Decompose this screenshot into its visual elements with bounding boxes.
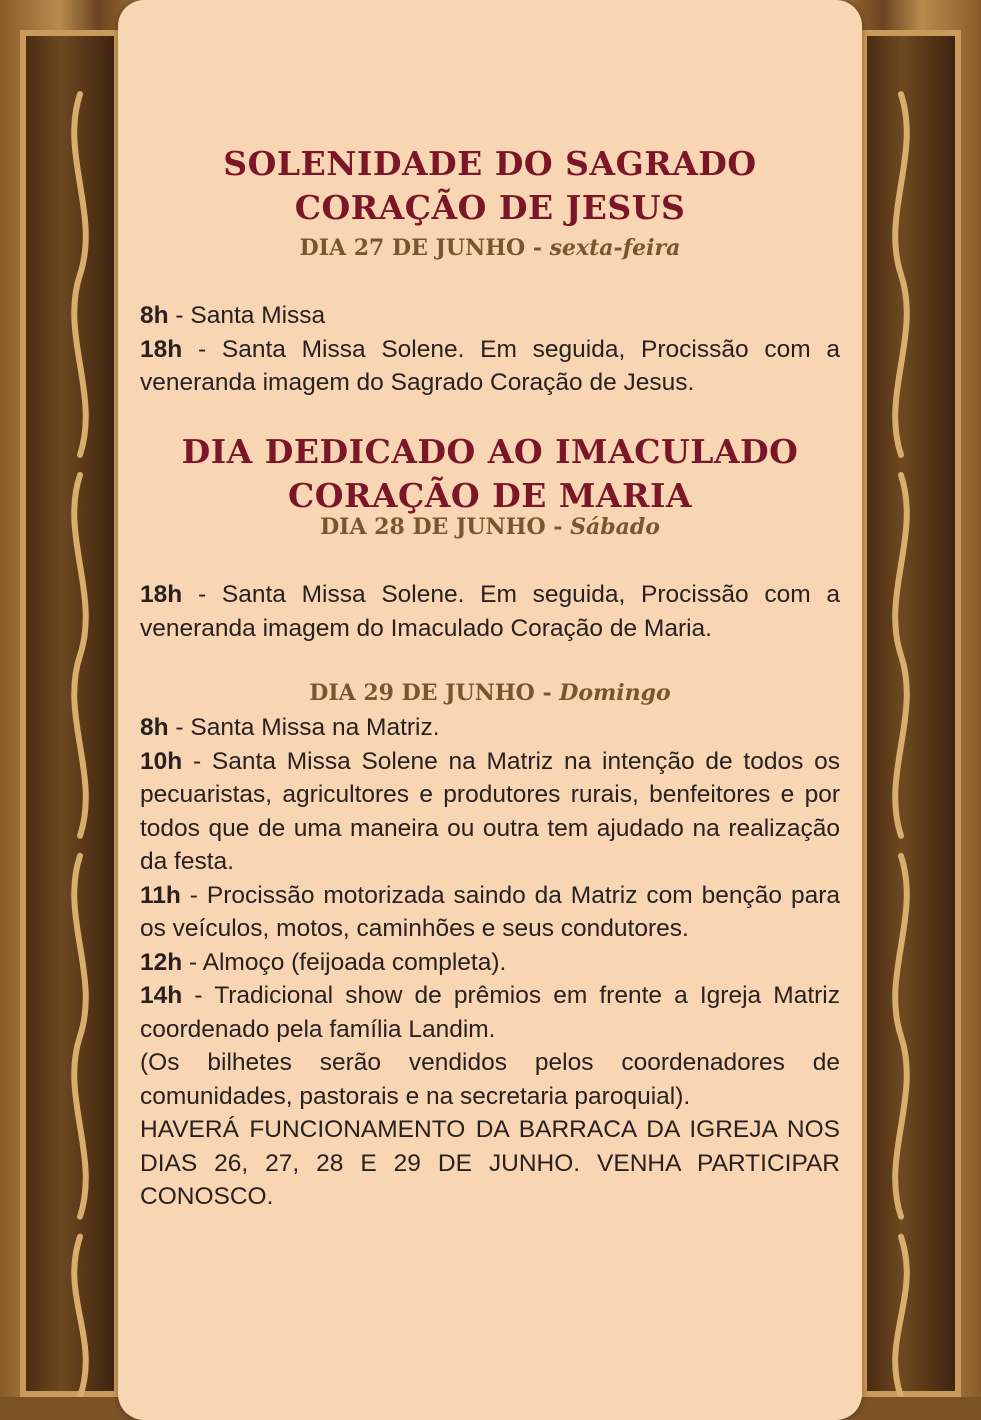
item-time: 11h (140, 881, 181, 909)
list-item: 8h - Santa Missa na Matriz. (140, 714, 440, 741)
list-item: 18h - Santa Missa Solene. Em seguida, Procissão com a veneranda imagem do Imaculado Coração de Maria. (140, 581, 840, 642)
item-time: 8h (140, 302, 169, 329)
item-time: 10h (140, 747, 183, 775)
item-time: 18h (140, 581, 183, 608)
section3-date: DIA 29 DE JUNHO - Domingo (309, 680, 671, 706)
item-text: Santa Missa Solene na Matriz na intenção de todos os pecuaristas, agricultores e produtores rurais, benfeitores e por todos que de uma maneira ou outra tem ajudado na realização da festa. (140, 747, 840, 875)
section2-schedule (140, 578, 840, 645)
section1-date: DIA 27 DE JUNHO - sexta-feira (299, 235, 681, 261)
section1-date-text: DIA 27 DE JUNHO (299, 235, 526, 261)
item-text: Santa Missa (190, 302, 326, 329)
item-text: Almoço (feijoada completa). (202, 948, 507, 976)
scroll-ornament-right-icon (881, 34, 921, 1397)
item-text: Procissão motorizada saindo da Matriz com benção para os veículos, motos, caminhões e seus condutores. (140, 881, 840, 942)
note: (Os bilhetes serão vendidos pelos coordenadores de comunidades, pastorais e na secretaria paroquial). (140, 1049, 840, 1110)
section1-weekday: sexta-feira (549, 235, 681, 261)
item-time: 8h (140, 714, 169, 741)
section3-schedule (140, 711, 840, 1214)
section2-title-line1: DIA DEDICADO AO IMACULADO (181, 432, 799, 471)
list-item: 10h - Santa Missa Solene na Matriz na intenção de todos os pecuaristas, agricultores e produtores rurais, benfeitores e por todos que de uma maneira ou outra tem ajudado na realização da festa. (140, 747, 840, 875)
item-text: Santa Missa na Matriz. (190, 714, 440, 741)
closing-announcement: HAVERÁ FUNCIONAMENTO DA BARRACA DA IGREJA NOS DIAS 26, 27, 28 E 29 DE JUNHO. VENHA PARTICIPAR CONOSCO. (140, 1116, 840, 1210)
item-time: 12h (140, 948, 183, 976)
section1-title-line2: CORAÇÃO DE JESUS (294, 188, 686, 227)
item-time: 14h (140, 982, 183, 1009)
section2-date: DIA 28 DE JUNHO - Sábado (320, 514, 660, 540)
list-item: 12h - Almoço (feijoada completa). (140, 948, 507, 976)
list-item: 14h - Tradicional show de prêmios em frente a Igreja Matriz coordenado pela família Landim. (140, 982, 840, 1043)
section1-title-line1: SOLENIDADE DO SAGRADO (223, 144, 757, 183)
list-item: 11h - Procissão motorizada saindo da Matriz com benção para os veículos, motos, caminhões e seus condutores. (140, 881, 840, 942)
list-item: 18h - Santa Missa Solene. Em seguida, Procissão com a veneranda imagem do Sagrado Coração de Jesus. (140, 335, 840, 396)
item-text: Tradicional show de prêmios em frente a Igreja Matriz coordenado pela família Landim. (140, 982, 840, 1043)
item-text: Santa Missa Solene. Em seguida, Procissão com a veneranda imagem do Imaculado Coração de Maria. (140, 581, 840, 642)
section2-date-text: DIA 28 DE JUNHO (320, 514, 546, 540)
item-text: Santa Missa Solene. Em seguida, Procissão com a veneranda imagem do Sagrado Coração de Jesus. (140, 335, 840, 396)
section1-title (118, 142, 862, 230)
section3-date-text: DIA 29 DE JUNHO (309, 680, 535, 706)
section2-title (118, 430, 862, 518)
section2-weekday: Sábado (570, 514, 660, 540)
scroll-ornament-left-icon (60, 34, 100, 1397)
item-time: 18h (140, 335, 183, 363)
section3-weekday: Domingo (559, 680, 671, 706)
section2-title-line2: CORAÇÃO DE MARIA (288, 476, 692, 515)
list-item: 8h - Santa Missa (140, 302, 326, 329)
section1-schedule (140, 299, 840, 400)
